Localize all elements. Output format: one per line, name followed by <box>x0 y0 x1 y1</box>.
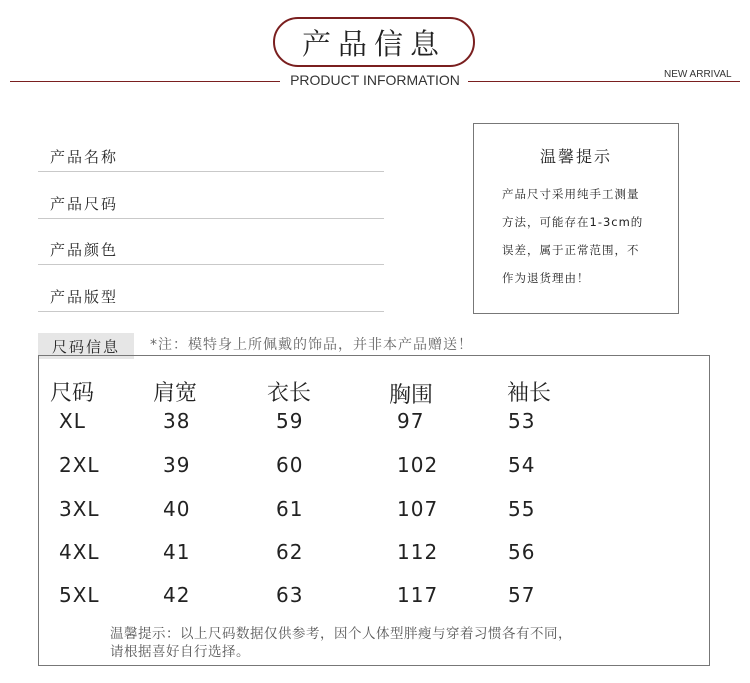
size-cell: 60 <box>276 453 304 477</box>
info-field-size: 产品尺码 <box>50 195 119 213</box>
size-cell: 63 <box>276 583 304 607</box>
size-cell: 3XL <box>59 497 100 521</box>
size-col-header: 胸围 <box>389 383 434 408</box>
info-field-fit: 产品版型 <box>50 288 119 306</box>
size-cell: 117 <box>397 583 439 607</box>
size-cell: 5XL <box>59 583 100 607</box>
size-cell: XL <box>59 409 86 433</box>
tips-box <box>473 123 679 314</box>
tips-title: 温馨提示 <box>539 147 612 166</box>
size-footnote: 温馨提示：以上尺码数据仅供参考，因个人体型胖瘦与穿着习惯各有不同， <box>110 626 572 642</box>
size-cell: 112 <box>397 540 439 564</box>
size-col-header: 袖长 <box>507 381 552 406</box>
size-cell: 42 <box>163 583 191 607</box>
page-subtitle: PRODUCT INFORMATION <box>290 72 460 88</box>
size-col-header: 肩宽 <box>153 381 198 406</box>
tips-line: 作为退货理由！ <box>502 271 590 285</box>
size-cell: 54 <box>508 453 536 477</box>
size-footnote: 请根据喜好自行选择。 <box>110 644 250 660</box>
size-cell: 56 <box>508 540 536 564</box>
size-cell: 2XL <box>59 453 100 477</box>
info-field-color: 产品颜色 <box>50 241 119 259</box>
size-cell: 59 <box>276 409 304 433</box>
size-cell: 107 <box>397 497 439 521</box>
size-cell: 39 <box>163 453 191 477</box>
size-cell: 40 <box>163 497 191 521</box>
size-note: *注：模特身上所佩戴的饰品，并非本产品赠送！ <box>150 337 473 353</box>
tips-line: 方法，可能存在1-3cm的 <box>502 215 644 229</box>
size-cell: 4XL <box>59 540 100 564</box>
size-cell: 38 <box>163 409 191 433</box>
size-col-header: 尺码 <box>50 381 95 406</box>
size-cell: 62 <box>276 540 304 564</box>
size-cell: 53 <box>508 409 536 433</box>
size-info-tab: 尺码信息 <box>38 333 134 359</box>
info-divider <box>38 264 384 265</box>
size-cell: 41 <box>163 540 191 564</box>
info-divider <box>38 171 384 172</box>
tips-line: 误差，属于正常范围，不 <box>502 243 640 257</box>
tips-line: 产品尺寸采用纯手工测量 <box>502 187 640 201</box>
size-col-header: 衣长 <box>267 381 312 406</box>
info-field-name: 产品名称 <box>50 148 119 166</box>
new-arrival-tag: NEW ARRIVAL <box>664 69 732 80</box>
info-divider <box>38 311 384 312</box>
size-cell: 55 <box>508 497 536 521</box>
info-divider <box>38 218 384 219</box>
size-table <box>38 355 710 666</box>
page-title: 产品信息 <box>273 17 475 67</box>
size-cell: 57 <box>508 583 536 607</box>
header-rule-right <box>468 81 740 82</box>
size-cell: 97 <box>397 409 425 433</box>
size-cell: 61 <box>276 497 304 521</box>
header-rule-left <box>10 81 280 82</box>
size-cell: 102 <box>397 453 439 477</box>
